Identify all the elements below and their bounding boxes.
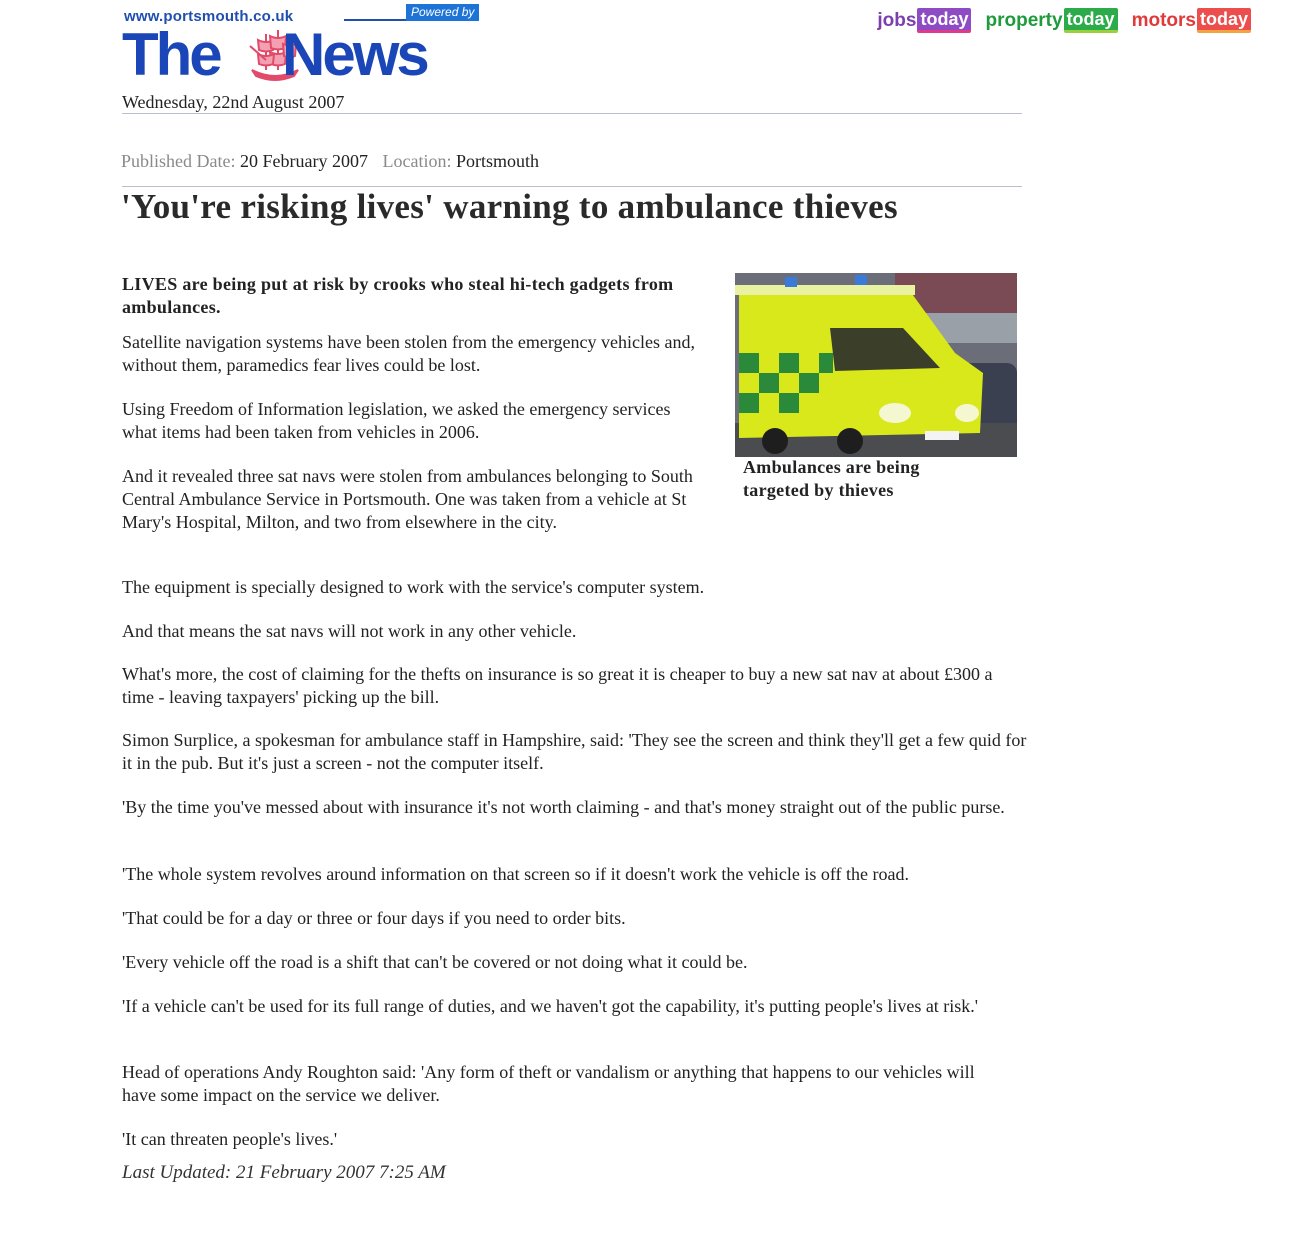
- site-url-link[interactable]: www.portsmouth.co.uk: [124, 8, 294, 25]
- article-paragraph: 'If a vehicle can't be used for its full range of duties, and we haven't got the capability, it's putting people's lives at risk.': [122, 996, 979, 1016]
- article-paragraph: 'It can threaten people's lives.': [122, 1129, 338, 1149]
- article-paragraph: And it revealed three sat navs were stolen from ambulances belonging to South Central Ambulance Service in Portsmouth. One was taken from a vehicle at St Mary's Hospital, Milton, and two from elsewhere in the city.: [122, 466, 693, 532]
- article-paragraph: And that means the sat navs will not work in any other vehicle.: [122, 621, 577, 641]
- ambulance-image-icon: [735, 273, 1017, 457]
- article-paragraph: Simon Surplice, a spokesman for ambulance staff in Hampshire, said: 'They see the screen and think they'll get a few quid for it in the pub. But it's just a screen - not the computer itself.: [122, 730, 1027, 773]
- partner-links: [877, 8, 1251, 33]
- article-headline: 'You're risking lives' warning to ambulance thieves: [121, 187, 898, 226]
- masthead: [122, 4, 492, 88]
- article-paragraph: 'By the time you've messed about with insurance it's not worth claiming - and that's money straight out of the public purse.: [122, 797, 1005, 817]
- divider: [122, 113, 1022, 114]
- logo-word-the: The: [122, 21, 220, 88]
- article-meta: [121, 151, 549, 172]
- property-today-link[interactable]: property today: [985, 8, 1117, 33]
- article-paragraph: What's more, the cost of claiming for the thefts on insurance is so great it is cheaper to buy a new sat nav at about £300 a time - leaving taxpayers' picking up the bill.: [122, 664, 993, 707]
- edition-date: Wednesday, 22nd August 2007: [122, 92, 345, 112]
- last-updated: Last Updated: 21 February 2007 7:25 AM: [122, 1162, 446, 1183]
- photo-caption: Ambulances are being targeted by thieves: [743, 457, 920, 500]
- jobs-today-link[interactable]: jobs today: [877, 8, 971, 33]
- ambulance-photo: [735, 273, 1017, 457]
- article-paragraph: 'The whole system revolves around information on that screen so if it doesn't work the vehicle is off the road.: [122, 864, 909, 884]
- article-paragraph: 'Every vehicle off the road is a shift that can't be covered or not doing what it could be.: [122, 952, 748, 972]
- powered-by-badge: Powered by: [406, 4, 479, 21]
- logo-word-news: News: [282, 21, 427, 88]
- location-value: Portsmouth: [455, 151, 539, 171]
- article-paragraph: 'That could be for a day or three or four days if you need to order bits.: [122, 908, 626, 928]
- article-paragraph: Using Freedom of Information legislation, we asked the emergency services what items had been taken from vehicles in 2006.: [122, 399, 671, 442]
- motors-today-link[interactable]: motors today: [1132, 8, 1251, 33]
- location-label: Location:: [382, 151, 452, 171]
- article-paragraph: Satellite navigation systems have been stolen from the emergency vehicles and, without them, paramedics fear lives could be lost.: [122, 332, 695, 375]
- article-paragraph: The equipment is specially designed to work with the service's computer system.: [122, 577, 705, 597]
- published-label: Published Date:: [121, 151, 236, 171]
- article-lede: LIVES are being put at risk by crooks who steal hi-tech gadgets from ambulances.: [122, 274, 674, 317]
- article-paragraph: Head of operations Andy Roughton said: 'Any form of theft or vandalism or anything that happens to our vehicles will have some impact on the service we deliver.: [122, 1062, 975, 1105]
- published-date: 20 February 2007: [240, 151, 368, 171]
